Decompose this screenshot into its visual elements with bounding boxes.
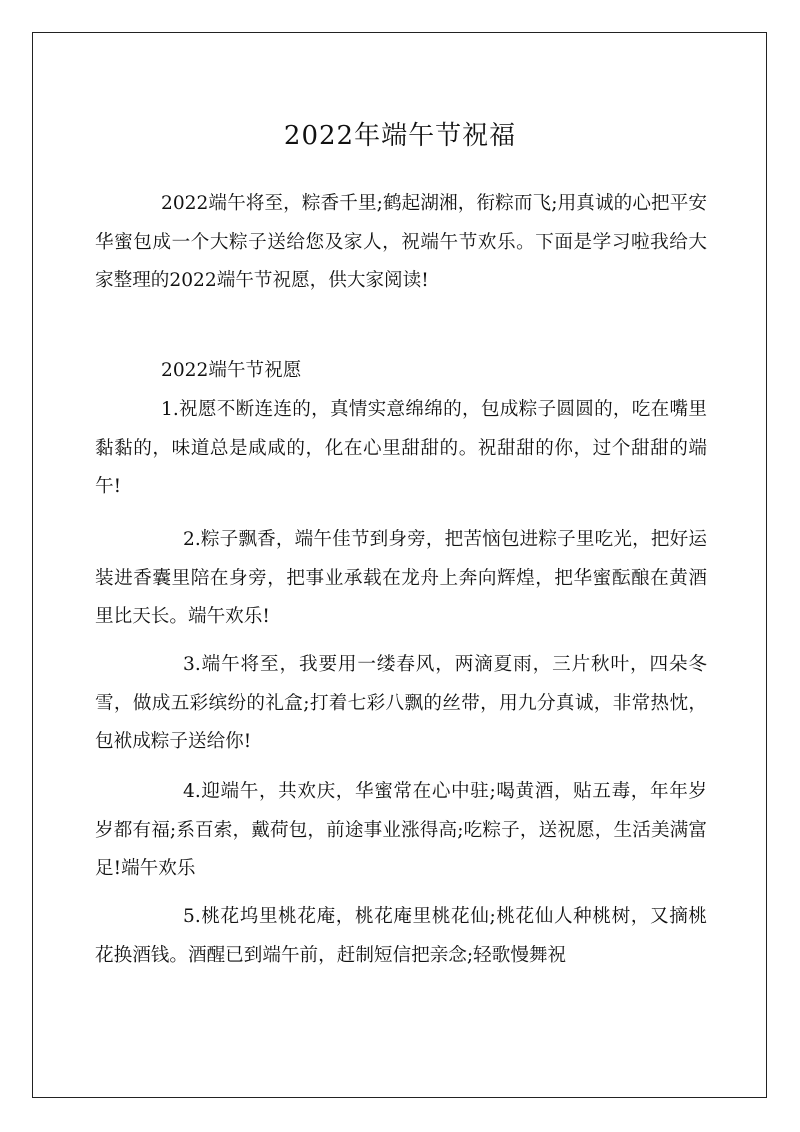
wish-paragraph-2: 2.粽子飘香，端午佳节到身旁，把苦恼包进粽子里吃光，把好运装进香囊里陪在身旁，把事业承载在龙舟上奔向辉煌，把华蜜酝酿在黄酒里比天长。端午欢乐! — [95, 529, 707, 627]
document-title: 2022年端午节祝福 — [283, 121, 517, 152]
intro-paragraph: 2022端午将至，粽香千里;鹤起湖湘，衔粽而飞;用真诚的心把平安华蜜包成一个大粽子送给您及家人，祝端午节欢乐。下面是学习啦我给大家整理的2022端午节祝愿，供大家阅读! — [95, 193, 707, 291]
wish-paragraph-5: 5.桃花坞里桃花庵，桃花庵里桃花仙;桃花仙人种桃树，又摘桃花换酒钱。酒醒已到端午前，赶制短信把亲念;轻歌慢舞祝 — [95, 906, 707, 966]
wish-paragraph-3: 3.端午将至，我要用一缕春风，两滴夏雨，三片秋叶，四朵冬雪，做成五彩缤纷的礼盒;打着七彩八飘的丝带，用九分真诚，非常热忱，包袱成粽子送给你! — [95, 654, 707, 752]
wish-paragraph-4: 4.迎端午，共欢庆，华蜜常在心中驻;喝黄酒，贴五毒，年年岁岁都有福;系百索，戴荷包，前途事业涨得高;吃粽子，送祝愿，生活美满富足!端午欢乐 — [95, 781, 707, 879]
wish-paragraph-1: 1.祝愿不断连连的，真情实意绵绵的，包成粽子圆圆的，吃在嘴里黏黏的，味道总是咸咸的，化在心里甜甜的。祝甜甜的你，过个甜甜的端午! — [95, 399, 707, 497]
section-subheading: 2022端午节祝愿 — [161, 360, 302, 381]
